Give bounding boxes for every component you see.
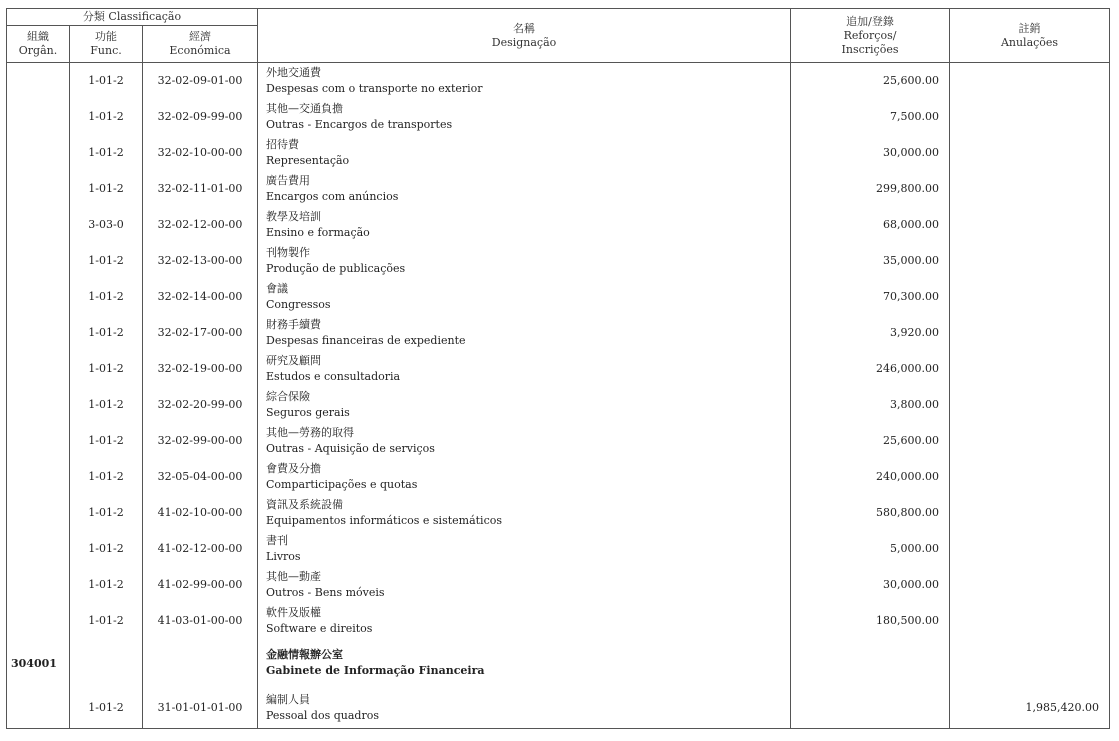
table-row: [7, 423, 1110, 459]
reinforcement-amount: 30,000.00: [791, 135, 950, 171]
table-row: [7, 207, 1110, 243]
designation-pt: Livros: [266, 549, 301, 563]
org-code: [7, 567, 70, 603]
annulment-amount: [950, 171, 1110, 207]
func-code: 1-01-2: [70, 459, 143, 495]
org-code: [7, 603, 70, 639]
reinforcement-amount: 180,500.00: [791, 603, 950, 639]
designation: [258, 351, 791, 387]
annulment-amount: [950, 351, 1110, 387]
table-body: [7, 63, 1110, 729]
table-row: [7, 351, 1110, 387]
designation-pt: Pessoal dos quadros: [266, 708, 379, 722]
reinforcement-amount: 240,000.00: [791, 459, 950, 495]
designation-pt: Equipamentos informáticos e sistemáticos: [266, 513, 503, 527]
func-code: 1-01-2: [70, 99, 143, 135]
org-code: [7, 63, 70, 99]
designation-pt: Estudos e consultadoria: [266, 369, 401, 383]
table-row: [7, 688, 1110, 729]
func-code: 1-01-2: [70, 279, 143, 315]
econ-header-pt: Económica: [169, 44, 231, 57]
designation-zh: 金融情報辦公室: [266, 648, 344, 661]
org-code: 304001: [7, 639, 70, 688]
func-code: 1-01-2: [70, 531, 143, 567]
designation: [258, 603, 791, 639]
reinforcement-amount: 35,000.00: [791, 243, 950, 279]
org-code: [7, 171, 70, 207]
table-row: [7, 99, 1110, 135]
func-code: 1-01-2: [70, 135, 143, 171]
func-code: 1-01-2: [70, 495, 143, 531]
designation-zh: 軟件及版權: [266, 605, 322, 619]
econ-code: 41-02-10-00-00: [143, 495, 258, 531]
econ-header: [143, 26, 258, 63]
budget-table: [6, 8, 1110, 729]
designation: [258, 639, 791, 688]
econ-code: 32-02-09-99-00: [143, 99, 258, 135]
econ-code: 32-02-09-01-00: [143, 63, 258, 99]
classification-header: 分類 Classificação: [7, 9, 258, 26]
annulment-amount: [950, 459, 1110, 495]
designation: [258, 243, 791, 279]
func-code: 1-01-2: [70, 351, 143, 387]
reinforcement-amount: 70,300.00: [791, 279, 950, 315]
annulment-amount: [950, 567, 1110, 603]
annulment-amount: [950, 387, 1110, 423]
table-row: [7, 639, 1110, 688]
org-code: [7, 207, 70, 243]
reinforcements-header-zh: 追加/登錄: [846, 14, 894, 28]
org-header-pt: Orgân.: [18, 44, 58, 57]
reinforcement-amount: 580,800.00: [791, 495, 950, 531]
annulment-amount: [950, 639, 1110, 688]
annulment-amount: [950, 279, 1110, 315]
econ-code: 32-02-17-00-00: [143, 315, 258, 351]
org-code: [7, 531, 70, 567]
reinforcement-amount: 3,920.00: [791, 315, 950, 351]
func-code: 1-01-2: [70, 63, 143, 99]
designation-zh: 其他—交通負擔: [266, 101, 344, 115]
designation-zh: 廣告費用: [266, 173, 311, 187]
org-code: [7, 495, 70, 531]
econ-code: [143, 639, 258, 688]
table-row: [7, 603, 1110, 639]
budget-sheet: [6, 8, 1109, 734]
func-code: 3-03-0: [70, 207, 143, 243]
designation-zh: 其他—勞務的取得: [266, 425, 355, 439]
table-row: [7, 315, 1110, 351]
designation: [258, 495, 791, 531]
table-row: [7, 63, 1110, 99]
reinforcement-amount: 299,800.00: [791, 171, 950, 207]
org-code: [7, 135, 70, 171]
org-code: [7, 351, 70, 387]
econ-code: 31-01-01-01-00: [143, 688, 258, 729]
designation-zh: 綜合保險: [266, 389, 311, 403]
org-code: [7, 688, 70, 729]
org-code: [7, 279, 70, 315]
annulment-amount: [950, 243, 1110, 279]
designation-pt: Seguros gerais: [266, 405, 350, 419]
func-code: 1-01-2: [70, 387, 143, 423]
org-code: [7, 243, 70, 279]
designation-header-zh: 名稱: [513, 21, 536, 35]
econ-code: 41-03-01-00-00: [143, 603, 258, 639]
reinforcement-amount: 3,800.00: [791, 387, 950, 423]
annulment-amount: [950, 603, 1110, 639]
annulment-amount: [950, 315, 1110, 351]
table-row: [7, 531, 1110, 567]
designation-pt: Outras - Aquisição de serviços: [266, 441, 435, 455]
func-header: [70, 26, 143, 63]
reinforcements-header-pt2: Inscrições: [841, 42, 899, 56]
designation: [258, 459, 791, 495]
annulment-amount: [950, 207, 1110, 243]
designation: [258, 99, 791, 135]
designation-pt: Encargos com anúncios: [266, 189, 399, 203]
org-code: [7, 459, 70, 495]
designation-pt: Representação: [266, 153, 350, 167]
econ-code: 32-02-10-00-00: [143, 135, 258, 171]
designation: [258, 387, 791, 423]
designation-zh: 研究及顧問: [266, 353, 322, 367]
table-row: [7, 243, 1110, 279]
table-row: [7, 171, 1110, 207]
designation: [258, 135, 791, 171]
econ-code: 32-02-19-00-00: [143, 351, 258, 387]
designation-zh: 其他—動產: [266, 569, 322, 583]
reinforcement-amount: 30,000.00: [791, 567, 950, 603]
annulment-amount: [950, 495, 1110, 531]
designation-pt: Ensino e formação: [266, 225, 370, 239]
func-code: 1-01-2: [70, 567, 143, 603]
econ-code: 41-02-99-00-00: [143, 567, 258, 603]
reinforcement-amount: 246,000.00: [791, 351, 950, 387]
func-code: 1-01-2: [70, 243, 143, 279]
annulment-amount: [950, 531, 1110, 567]
designation-pt: Comparticipações e quotas: [266, 477, 418, 491]
annulment-amount: [950, 99, 1110, 135]
reinforcement-amount: [791, 688, 950, 729]
table-row: [7, 567, 1110, 603]
designation: [258, 171, 791, 207]
designation: [258, 688, 791, 729]
table-row: [7, 495, 1110, 531]
designation: [258, 63, 791, 99]
func-code: [70, 639, 143, 688]
table-row: [7, 387, 1110, 423]
designation-zh: 外地交通費: [266, 65, 322, 79]
designation: [258, 531, 791, 567]
designation-zh: 財務手續費: [266, 317, 322, 331]
func-code: 1-01-2: [70, 171, 143, 207]
func-code: 1-01-2: [70, 603, 143, 639]
annulment-amount: [950, 423, 1110, 459]
org-code: [7, 387, 70, 423]
econ-code: 32-02-20-99-00: [143, 387, 258, 423]
designation: [258, 423, 791, 459]
annulments-header: [950, 9, 1110, 63]
designation-zh: 資訊及系統設備: [266, 497, 344, 511]
econ-code: 41-02-12-00-00: [143, 531, 258, 567]
designation-pt: Despesas financeiras de expediente: [266, 333, 466, 347]
table-row: [7, 459, 1110, 495]
org-code: [7, 423, 70, 459]
designation-zh: 教學及培訓: [266, 209, 322, 223]
annulments-header-pt: Anulações: [1000, 35, 1059, 49]
designation-zh: 會議: [266, 281, 289, 295]
reinforcement-amount: 25,600.00: [791, 423, 950, 459]
reinforcement-amount: 25,600.00: [791, 63, 950, 99]
func-code: 1-01-2: [70, 688, 143, 729]
econ-header-zh: 經濟: [189, 30, 211, 43]
reinforcements-header-pt1: Reforços/: [843, 28, 897, 42]
designation: [258, 315, 791, 351]
func-code: 1-01-2: [70, 423, 143, 459]
econ-code: 32-05-04-00-00: [143, 459, 258, 495]
designation-pt: Gabinete de Informação Financeira: [266, 664, 485, 677]
econ-code: 32-02-11-01-00: [143, 171, 258, 207]
econ-code: 32-02-13-00-00: [143, 243, 258, 279]
designation-pt: Congressos: [266, 297, 331, 311]
annulment-amount: [950, 63, 1110, 99]
designation-zh: 招待費: [266, 137, 300, 151]
func-header-zh: 功能: [95, 30, 117, 43]
designation: [258, 567, 791, 603]
org-header: [7, 26, 70, 63]
designation-pt: Software e direitos: [266, 621, 373, 635]
reinforcements-header: [791, 9, 950, 63]
designation-zh: 編制人員: [266, 692, 311, 706]
designation-pt: Despesas com o transporte no exterior: [266, 81, 483, 95]
org-code: [7, 315, 70, 351]
econ-code: 32-02-99-00-00: [143, 423, 258, 459]
func-header-pt: Func.: [90, 44, 122, 57]
reinforcement-amount: 7,500.00: [791, 99, 950, 135]
designation-zh: 會費及分擔: [266, 461, 322, 475]
reinforcement-amount: 5,000.00: [791, 531, 950, 567]
annulment-amount: [950, 135, 1110, 171]
econ-code: 32-02-14-00-00: [143, 279, 258, 315]
designation-header: [258, 9, 791, 63]
designation: [258, 207, 791, 243]
designation-pt: Outras - Encargos de transportes: [266, 117, 453, 131]
table-row: [7, 279, 1110, 315]
reinforcement-amount: 68,000.00: [791, 207, 950, 243]
designation: [258, 279, 791, 315]
designation-zh: 刊物製作: [266, 245, 311, 259]
org-code: [7, 99, 70, 135]
designation-pt: Outros - Bens móveis: [266, 585, 385, 599]
econ-code: 32-02-12-00-00: [143, 207, 258, 243]
reinforcement-amount: [791, 639, 950, 688]
table-row: [7, 135, 1110, 171]
func-code: 1-01-2: [70, 315, 143, 351]
org-header-zh: 組織: [27, 30, 49, 43]
annulment-amount: 1,985,420.00: [950, 688, 1110, 729]
designation-header-pt: Designação: [491, 35, 557, 49]
designation-zh: 書刊: [266, 533, 289, 547]
designation-pt: Produção de publicações: [266, 261, 406, 275]
annulments-header-zh: 註銷: [1018, 21, 1041, 35]
